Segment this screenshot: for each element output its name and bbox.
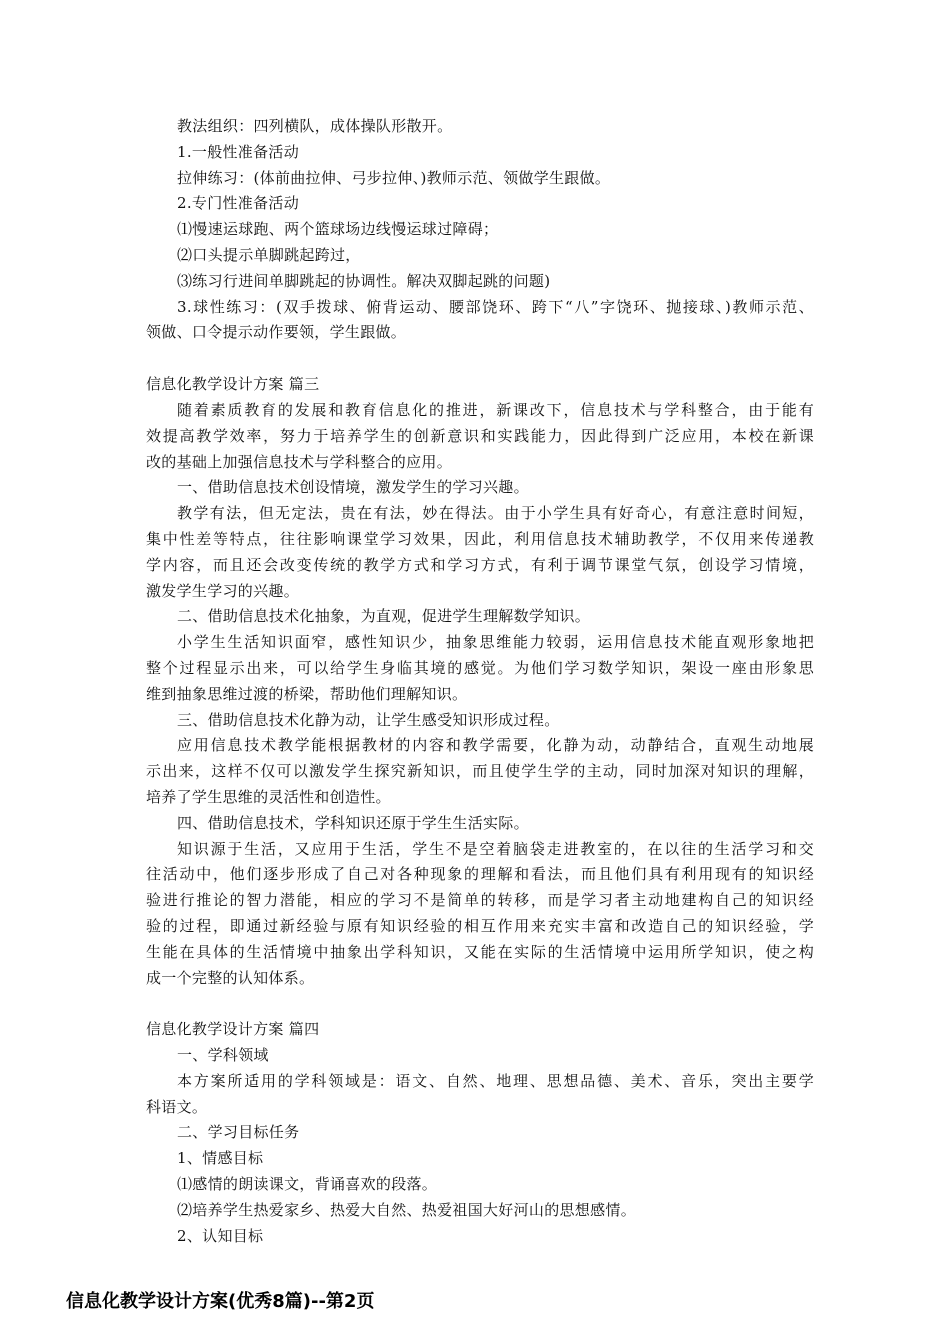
- paragraph-line: ⑴感情的朗读课文，背诵喜欢的段落。: [177, 1175, 438, 1194]
- subheading: 2、认知目标: [177, 1226, 264, 1245]
- page-body: [146, 114, 814, 1249]
- subheading: 三、借助信息技术化静为动，让学生感受知识形成过程。: [177, 710, 560, 729]
- paragraph-line: 知识源于生活，又应用于生活，学生不是空着脑袋走进教室的，在以往的生活学习和交: [177, 839, 814, 858]
- paragraph-line: 往活动中，他们逐步形成了自己对各种现象的理解和看法，而且他们具有利用现有的知识经: [146, 865, 814, 884]
- paragraph-line: ⑵培养学生热爱家乡、热爱大自然、热爱祖国大好河山的思想感情。: [177, 1200, 637, 1219]
- paragraph-line: 培养了学生思维的灵活性和创造性。: [146, 787, 391, 806]
- paragraph-line: ⑶练习行进间单脚跳起的协调性。解决双脚起跳的问题): [177, 271, 551, 290]
- section-title: 信息化教学设计方案 篇四: [146, 1020, 320, 1039]
- subheading: 一、学科领域: [177, 1046, 269, 1065]
- paragraph-line: 集中性差等特点，往往影响课堂学习效果，因此，利用信息技术辅助教学，不仅用来传递教: [146, 529, 814, 548]
- paragraph-line: 小学生生活知识面窄，感性知识少，抽象思维能力较弱，运用信息技术能直观形象地把: [177, 633, 814, 652]
- subheading: 二、借助信息技术化抽象，为直观，促进学生理解数学知识。: [177, 607, 591, 626]
- paragraph-line: 教法组织：四列横队，成体操队形散开。: [177, 117, 453, 135]
- paragraph-line: 领做、口令提示动作要领，学生跟做。: [146, 323, 407, 342]
- paragraph-line: 验进行推论的智力潜能，相应的学习不是简单的转移，而是学习者主动地建构自己的知识经: [146, 891, 814, 910]
- section-gap: [146, 346, 814, 372]
- paragraph-line: 科语文。: [146, 1097, 208, 1116]
- paragraph-line: 随着素质教育的发展和教育信息化的推进，新课改下，信息技术与学科整合，由于能有: [177, 400, 814, 419]
- paragraph-line: 教学有法，但无定法，贵在有法，妙在得法。由于小学生具有好奇心，有意注意时间短，: [177, 504, 814, 523]
- section-title: 信息化教学设计方案 篇三: [146, 375, 320, 394]
- paragraph-line: ⑵口头提示单脚跳起跨过，: [177, 245, 361, 264]
- subheading: 1、情感目标: [177, 1149, 264, 1168]
- paragraph-line: 3.球性练习：(双手拨球、俯背运动、腰部饶环、跨下“八”字饶环、抛接球、)教师示范、: [177, 297, 814, 316]
- subheading: 四、借助信息技术，学科知识还原于学生生活实际。: [177, 813, 529, 832]
- paragraph-line: 1.一般性准备活动: [177, 142, 300, 161]
- section-gap: [146, 991, 814, 1017]
- paragraph-line: 本方案所适用的学科领域是：语文、自然、地理、思想品德、美术、音乐，突出主要学: [177, 1071, 814, 1090]
- paragraph-line: 2.专门性准备活动: [177, 194, 300, 213]
- paragraph-line: 效提高教学效率，努力于培养学生的创新意识和实践能力，因此得到广泛应用，本校在新课: [146, 426, 814, 445]
- paragraph-line: 维到抽象思维过渡的桥梁，帮助他们理解知识。: [146, 684, 468, 703]
- paragraph-line: ⑴慢速运球跑、两个篮球场边线慢运球过障碍；: [177, 220, 499, 239]
- paragraph-line: 整个过程显示出来，可以给学生身临其境的感觉。为他们学习数学知识，架设一座由形象思: [146, 658, 814, 677]
- paragraph-line: 验的过程，即通过新经验与原有知识经验的相互作用来充实丰富和改造自己的知识经验，学: [146, 916, 814, 935]
- subheading: 二、学习目标任务: [177, 1123, 300, 1142]
- paragraph-line: 应用信息技术教学能根据教材的内容和教学需要，化静为动，动静结合，直观生动地展: [177, 736, 814, 755]
- paragraph-line: 学内容，而且还会改变传统的教学方式和学习方式，有利于调节课堂气氛，创设学习情境，: [146, 555, 814, 574]
- paragraph-line: 拉伸练习：(体前曲拉伸、弓步拉伸、)教师示范、领做学生跟做。: [177, 168, 611, 187]
- subheading: 一、借助信息技术创设情境，激发学生的学习兴趣。: [177, 478, 529, 497]
- paragraph-line: 改的基础上加强信息技术与学科整合的应用。: [146, 452, 453, 471]
- paragraph-line: 激发学生学习的兴趣。: [146, 581, 300, 600]
- paragraph-line: 成一个完整的认知体系。: [146, 968, 315, 987]
- page-footer: 信息化教学设计方案(优秀8篇)--第2页: [66, 1291, 375, 1312]
- paragraph-line: 生能在具体的生活情境中抽象出学科知识，又能在实际的生活情境中运用所学知识，使之构: [146, 942, 814, 961]
- paragraph-line: 示出来，这样不仅可以激发学生探究新知识，而且使学生学的主动，同时加深对知识的理解，: [146, 762, 814, 781]
